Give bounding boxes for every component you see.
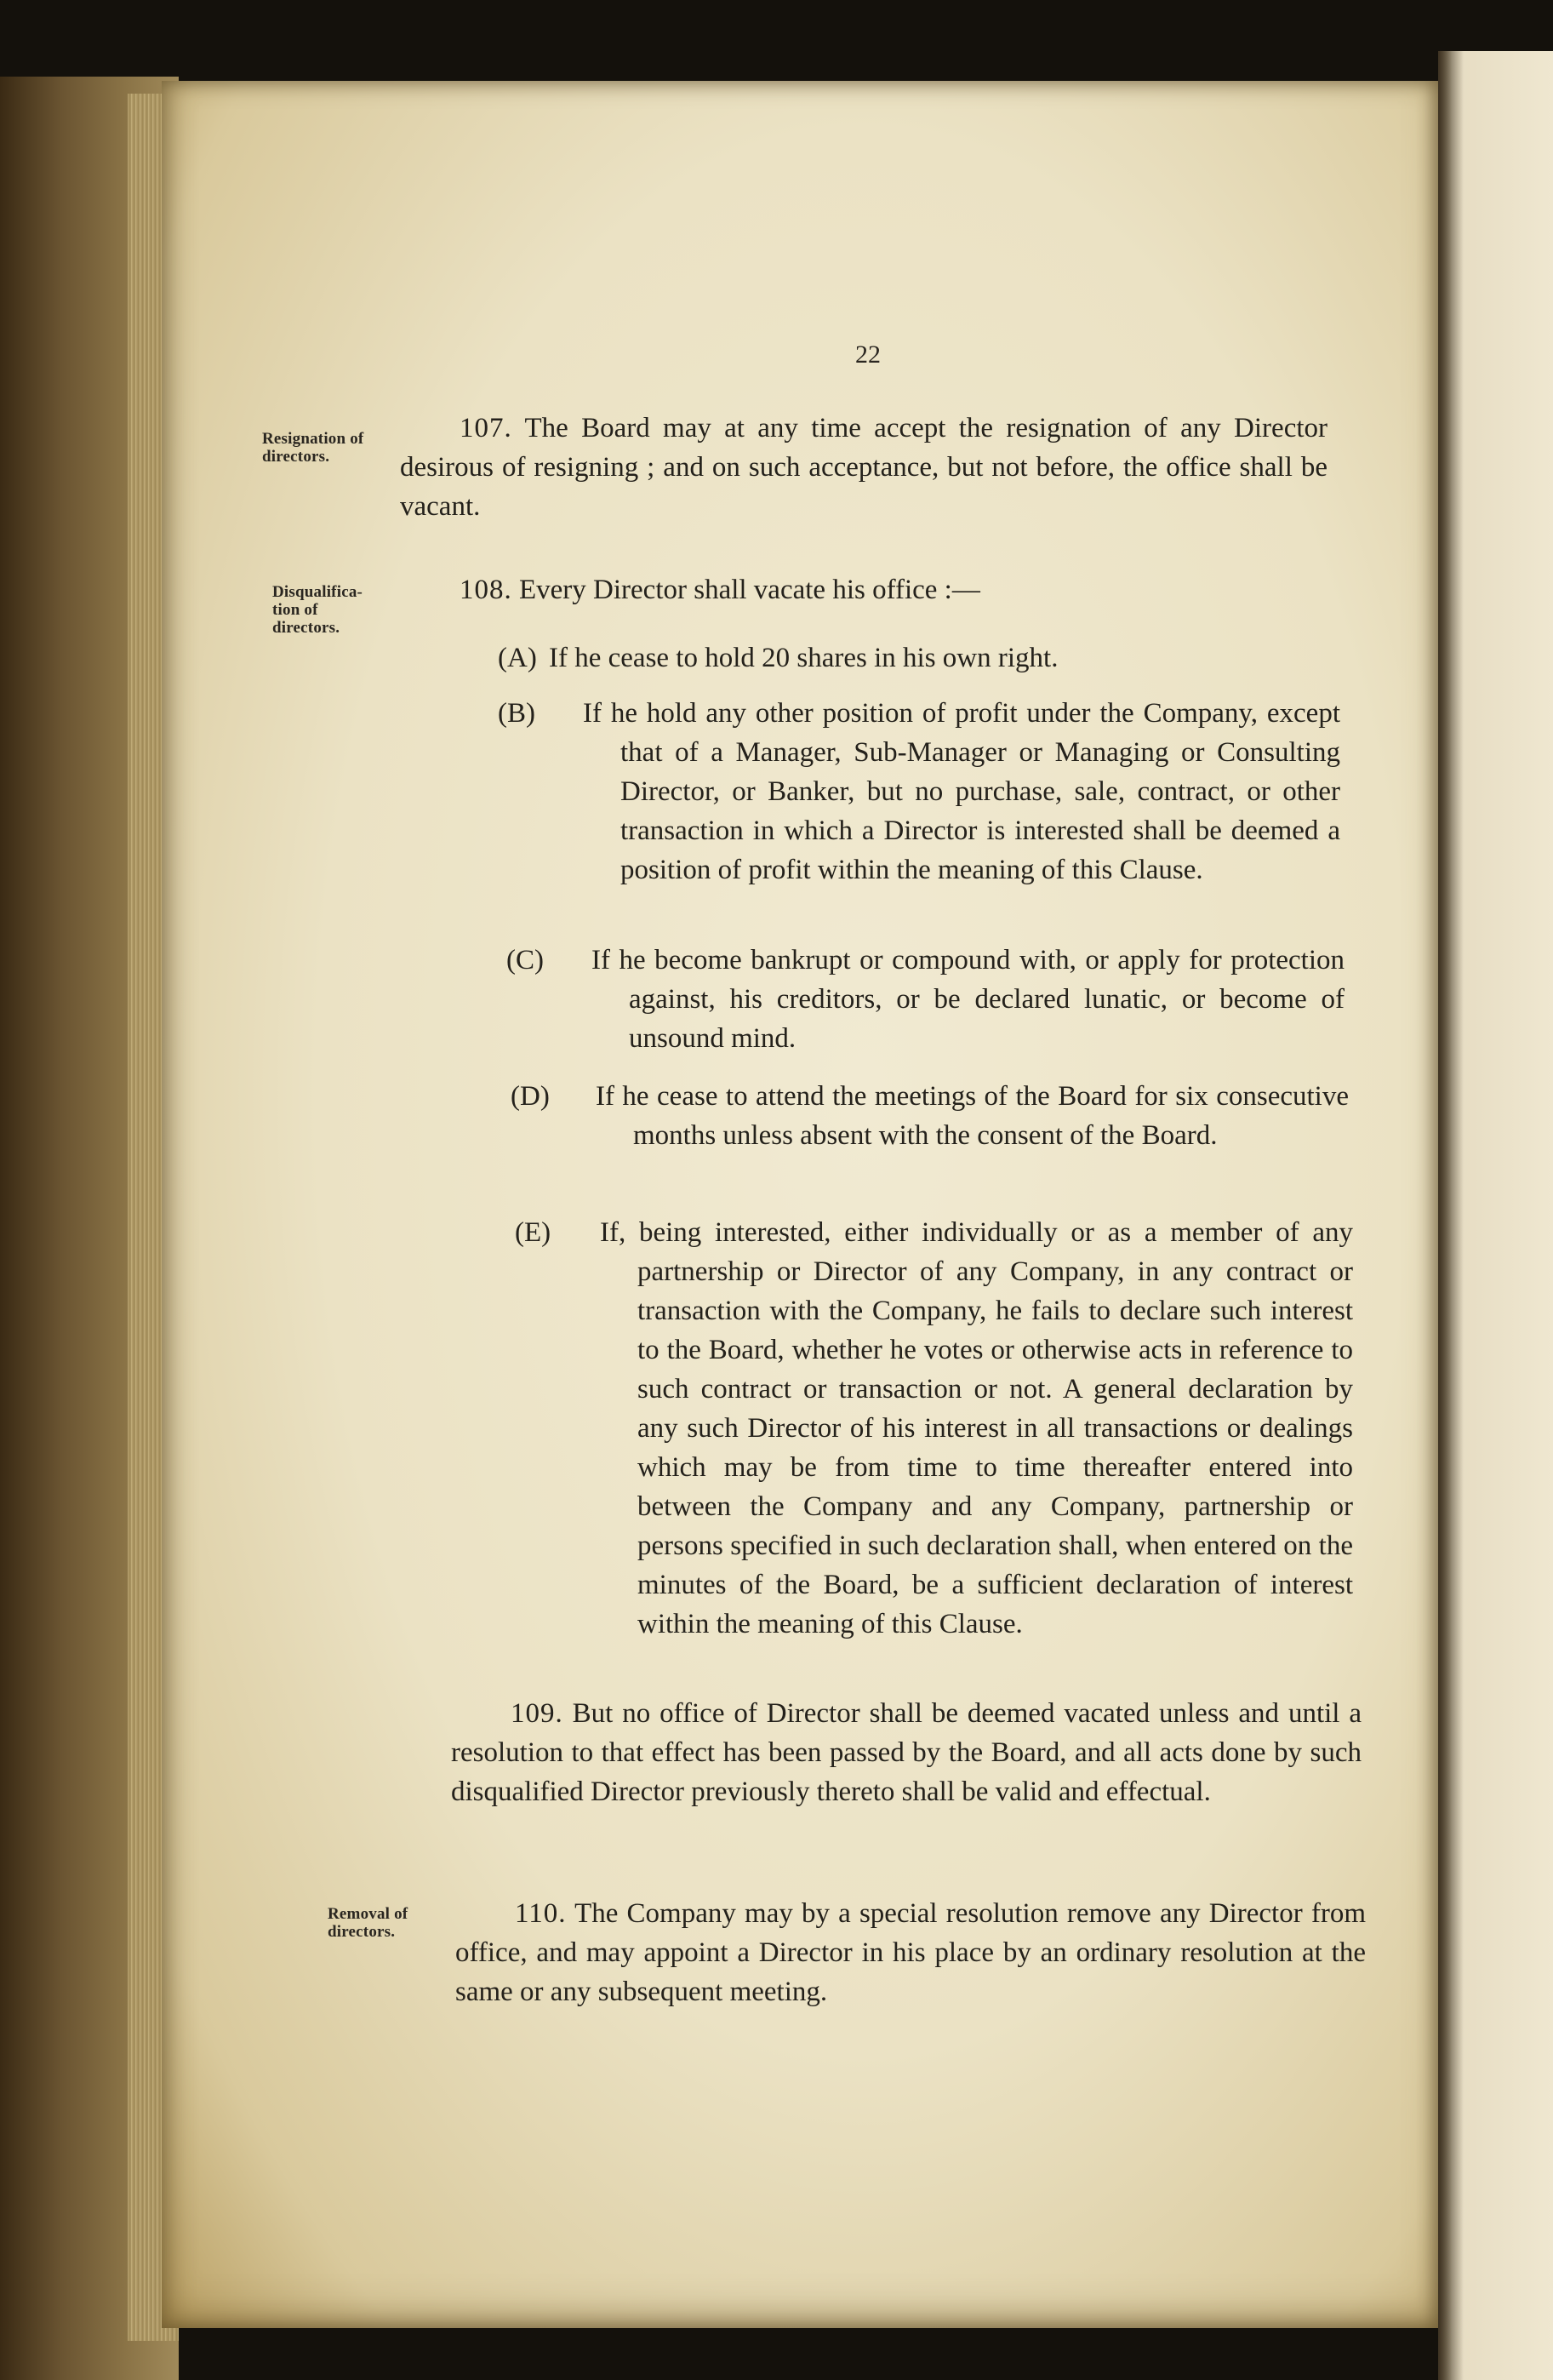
book-edge — [0, 77, 179, 2380]
item-label: (E) — [515, 1217, 551, 1248]
clause-108 — [400, 570, 1327, 609]
margin-note-disqualification: Disqualifica-tion of directors. — [272, 583, 363, 637]
margin-note-resignation: Resignation of directors. — [262, 430, 364, 466]
facing-page — [1438, 51, 1553, 2380]
clause-110 — [455, 1894, 1366, 2011]
item-label: (A) — [498, 643, 537, 673]
item-label: (B) — [498, 698, 535, 729]
clause-108-item-e — [515, 1213, 1353, 1644]
clause-number: 109. — [511, 1698, 563, 1729]
page-number: 22 — [855, 340, 881, 369]
item-text: If, being interested, either individually or as a member of any partnership or Director of any Company, in any contract or transaction with the Company, he fails to declare such interest to the Board, whether he votes or otherwise acts in reference to such contract or transaction or not. A general declaration by any such Director of his interest in all transactions or dealings which may be from time to time thereafter entered into between the Company and any Company, partnership or persons specified in such declaration shall, when entered on the minutes of the Board, be a sufficient declaration of interest within the meaning of this Clause. — [600, 1217, 1353, 1639]
item-text: If he become bankrupt or compound with, or apply for protection against, his creditors, or be declared lunatic, or become of unsound mind. — [591, 945, 1345, 1054]
clause-107 — [400, 409, 1327, 526]
document-page — [162, 81, 1438, 2328]
clause-108-item-b — [498, 694, 1340, 890]
item-text: If he hold any other position of profit under the Company, except that of a Manager, Sub-Manager or Managing or Consulting Director, or Banker, but no purchase, sale, contract, or other transaction in which a Director is interested shall be deemed a position of profit within the meaning of this Clause. — [583, 698, 1340, 885]
margin-note-removal: Removal of directors. — [328, 1905, 408, 1941]
clause-number: 107. — [460, 413, 512, 443]
item-label: (D) — [511, 1081, 550, 1112]
clause-number: 108. — [460, 575, 512, 605]
clause-108-item-d — [511, 1077, 1349, 1155]
clause-108-item-a — [498, 638, 1332, 678]
clause-text: The Company may by a special resolution remove any Director from office, and may appoint a Director in his place by an ordinary resolution at the same or any subsequent meeting. — [455, 1898, 1366, 2007]
item-text: If he cease to hold 20 shares in his own right. — [549, 643, 1059, 673]
clause-109 — [451, 1694, 1362, 1811]
clause-108-item-c — [506, 941, 1345, 1058]
item-label: (C) — [506, 945, 544, 975]
clause-text: But no office of Director shall be deemed vacated unless and until a resolution to that effect has been passed by the Board, and all acts done by such disqualified Director previously thereto shall be valid and effectual. — [451, 1698, 1362, 1807]
clause-text: Every Director shall vacate his office :— — [519, 575, 980, 605]
clause-text: The Board may at any time accept the resignation of any Director desirous of resigning ; and on such acceptance, but not before, the office shall be vacant. — [400, 413, 1327, 522]
item-text: If he cease to attend the meetings of the Board for six consecutive months unless absent with the consent of the Board. — [596, 1081, 1349, 1151]
clause-number: 110. — [515, 1898, 567, 1929]
